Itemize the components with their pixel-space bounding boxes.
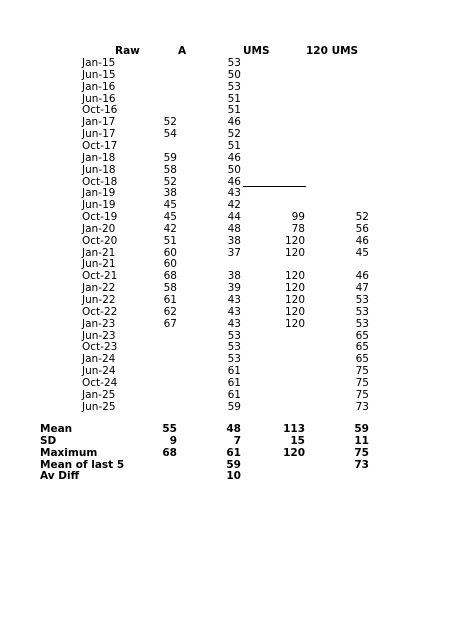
ums-120-cell: 120 <box>284 317 305 330</box>
table-row <box>0 93 474 105</box>
summary-label: Av Diff <box>40 470 80 483</box>
date-cell: Jan-19 <box>82 187 116 200</box>
raw-cell: 45 <box>163 199 177 212</box>
table-row <box>0 235 474 247</box>
ums-cell: 48 <box>227 222 241 235</box>
ums-cell: 61 <box>227 365 241 378</box>
date-cell: Oct-20 <box>82 234 118 247</box>
summary-row <box>0 470 474 482</box>
raw-cell: 58 <box>163 163 177 176</box>
table-row <box>0 294 474 306</box>
ums-cell: 46 <box>227 116 241 129</box>
summary-raw-cell: 55 <box>162 423 177 435</box>
summary-ums-cell: 59 <box>226 458 241 471</box>
summary-ums-cell: 48 <box>226 423 241 435</box>
summary-row <box>0 447 474 459</box>
summary-ums-cell: 61 <box>226 446 241 459</box>
raw-cell: 58 <box>163 282 177 295</box>
table-row <box>0 116 474 128</box>
ums-cell: 38 <box>227 270 241 283</box>
table-row <box>0 223 474 235</box>
ums-cell: 46 <box>227 175 241 188</box>
scaled-ums-cell: 46 <box>355 270 369 283</box>
date-cell: Jan-15 <box>82 57 116 69</box>
scaled-ums-cell: 52 <box>355 211 369 224</box>
summary-ums-120-cell: 120 <box>283 446 305 459</box>
raw-cell: 61 <box>163 294 177 306</box>
summary-label: Maximum <box>40 446 98 459</box>
date-cell: Oct-16 <box>82 104 118 117</box>
date-cell: Jan-18 <box>82 151 116 164</box>
date-cell: Jan-16 <box>82 80 116 93</box>
table-row <box>0 104 474 116</box>
ums-cell: 53 <box>227 341 241 354</box>
table-row <box>0 401 474 413</box>
ums-120-cell: 120 <box>284 282 305 295</box>
ums-cell: 44 <box>227 211 241 224</box>
date-cell: Jun-22 <box>82 294 116 306</box>
raw-cell: 59 <box>163 151 177 164</box>
raw-cell: 38 <box>163 187 177 200</box>
table-row <box>0 341 474 353</box>
date-cell: Jan-21 <box>82 246 116 259</box>
ums-cell: 46 <box>227 151 241 164</box>
header-120-ums: 120 UMS <box>306 45 359 57</box>
raw-cell: 52 <box>163 116 177 129</box>
summary-scaled-ums-cell: 75 <box>354 446 369 459</box>
table-row <box>0 164 474 176</box>
table-row <box>0 152 474 164</box>
summary-label: Mean <box>40 423 73 435</box>
ums-120-cell: 78 <box>291 222 305 235</box>
raw-cell: 42 <box>163 222 177 235</box>
table-row <box>0 258 474 270</box>
summary-raw-cell: 9 <box>169 434 177 447</box>
date-cell: Jan-24 <box>82 353 116 366</box>
table-row <box>0 57 474 69</box>
scaled-ums-cell: 56 <box>355 222 369 235</box>
ums-cell: 43 <box>227 305 241 318</box>
summary-raw-cell: 68 <box>162 446 177 459</box>
date-cell: Oct-24 <box>82 376 118 389</box>
scaled-ums-cell: 47 <box>355 282 369 295</box>
date-cell: Oct-23 <box>82 341 118 354</box>
header-raw: Raw <box>115 45 140 57</box>
raw-cell: 60 <box>163 246 177 259</box>
date-cell: Jan-20 <box>82 222 116 235</box>
date-cell: Jun-18 <box>82 163 116 176</box>
ums-cell: 59 <box>227 400 241 413</box>
ums-cell: 37 <box>227 246 241 259</box>
table-row <box>0 365 474 377</box>
date-cell: Jun-17 <box>82 128 116 141</box>
ums-cell: 53 <box>227 57 241 69</box>
scaled-ums-cell: 65 <box>355 353 369 366</box>
raw-cell: 51 <box>163 234 177 247</box>
scaled-ums-cell: 75 <box>355 376 369 389</box>
raw-cell: 45 <box>163 211 177 224</box>
cell-border-line <box>243 186 306 187</box>
table-row <box>0 377 474 389</box>
raw-cell: 68 <box>163 270 177 283</box>
summary-label: SD <box>40 434 57 447</box>
date-cell: Jan-17 <box>82 116 116 129</box>
ums-cell: 50 <box>227 163 241 176</box>
ums-cell: 43 <box>227 317 241 330</box>
ums-cell: 61 <box>227 376 241 389</box>
summary-row <box>0 459 474 471</box>
summary-ums-cell: 7 <box>233 434 241 447</box>
raw-cell: 54 <box>163 128 177 141</box>
date-cell: Oct-17 <box>82 139 118 152</box>
table-row <box>0 199 474 211</box>
scaled-ums-cell: 53 <box>355 317 369 330</box>
date-cell: Oct-22 <box>82 305 118 318</box>
scaled-ums-cell: 46 <box>355 234 369 247</box>
ums-cell: 50 <box>227 68 241 81</box>
table-row <box>0 187 474 199</box>
date-cell: Jun-25 <box>82 400 116 413</box>
scaled-ums-cell: 53 <box>355 294 369 306</box>
summary-ums-cell: 10 <box>226 470 241 483</box>
ums-120-cell: 120 <box>284 234 305 247</box>
ums-120-cell: 120 <box>284 294 305 306</box>
summary-ums-120-cell: 15 <box>290 434 305 447</box>
date-cell: Oct-19 <box>82 211 118 224</box>
scaled-ums-cell: 65 <box>355 329 369 342</box>
ums-cell: 51 <box>227 104 241 117</box>
table-row <box>0 282 474 294</box>
summary-ums-120-cell: 113 <box>283 423 305 435</box>
table-row <box>0 330 474 342</box>
table-row <box>0 318 474 330</box>
scaled-ums-cell: 53 <box>355 305 369 318</box>
ums-120-cell: 99 <box>291 211 305 224</box>
scaled-ums-cell: 75 <box>355 365 369 378</box>
scaled-ums-cell: 75 <box>355 388 369 401</box>
ums-cell: 38 <box>227 234 241 247</box>
date-cell: Jun-21 <box>82 258 116 271</box>
table-row <box>0 81 474 93</box>
scaled-ums-cell: 65 <box>355 341 369 354</box>
table-row <box>0 389 474 401</box>
raw-cell: 52 <box>163 175 177 188</box>
header-row <box>0 45 474 57</box>
ums-cell: 43 <box>227 294 241 306</box>
ums-cell: 61 <box>227 388 241 401</box>
summary-label: Mean of last 5 <box>40 458 125 471</box>
raw-cell: 67 <box>163 317 177 330</box>
ums-cell: 39 <box>227 282 241 295</box>
ums-120-cell: 120 <box>284 246 305 259</box>
date-cell: Jan-23 <box>82 317 116 330</box>
table-row <box>0 306 474 318</box>
table-row <box>0 176 474 188</box>
ums-cell: 52 <box>227 128 241 141</box>
scaled-ums-cell: 45 <box>355 246 369 259</box>
summary-row <box>0 423 474 435</box>
date-cell: Jan-25 <box>82 388 116 401</box>
header-a: A <box>178 45 187 57</box>
table-row <box>0 247 474 259</box>
table-row <box>0 69 474 81</box>
date-cell: Jan-22 <box>82 282 116 295</box>
table-row <box>0 211 474 223</box>
scaled-ums-cell: 73 <box>355 400 369 413</box>
date-cell: Jun-16 <box>82 92 116 105</box>
date-cell: Jun-23 <box>82 329 116 342</box>
ums-cell: 53 <box>227 80 241 93</box>
summary-scaled-ums-cell: 73 <box>354 458 369 471</box>
ums-cell: 53 <box>227 329 241 342</box>
ums-120-cell: 120 <box>284 270 305 283</box>
ums-cell: 42 <box>227 199 241 212</box>
date-cell: Oct-18 <box>82 175 118 188</box>
raw-cell: 60 <box>163 258 177 271</box>
summary-scaled-ums-cell: 11 <box>354 434 369 447</box>
table-row <box>0 128 474 140</box>
date-cell: Jun-15 <box>82 68 116 81</box>
date-cell: Jun-24 <box>82 365 116 378</box>
ums-cell: 51 <box>227 139 241 152</box>
header-ums: UMS <box>243 45 270 57</box>
ums-cell: 53 <box>227 353 241 366</box>
table-row <box>0 140 474 152</box>
ums-cell: 43 <box>227 187 241 200</box>
summary-row <box>0 435 474 447</box>
ums-120-cell: 120 <box>284 305 305 318</box>
table-row <box>0 270 474 282</box>
ums-cell: 51 <box>227 92 241 105</box>
date-cell: Jun-19 <box>82 199 116 212</box>
table-row <box>0 353 474 365</box>
raw-cell: 62 <box>163 305 177 318</box>
date-cell: Oct-21 <box>82 270 118 283</box>
summary-scaled-ums-cell: 59 <box>354 423 369 435</box>
